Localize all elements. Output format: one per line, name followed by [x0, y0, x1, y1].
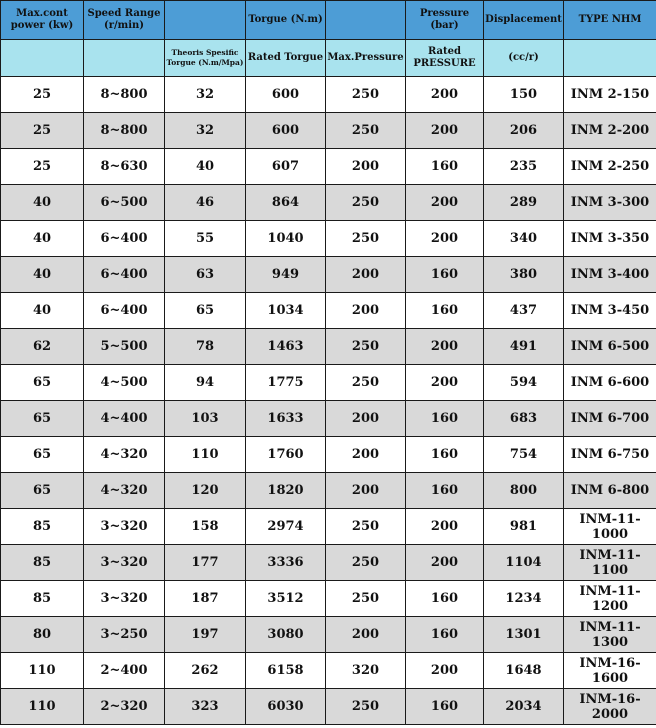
table-cell: 600 — [246, 77, 326, 113]
table-cell: 94 — [165, 365, 246, 401]
table-cell: 160 — [406, 617, 484, 653]
table-cell: 2034 — [484, 689, 564, 725]
table-cell: 200 — [406, 509, 484, 545]
table-cell: 3~250 — [84, 617, 165, 653]
table-cell: 1040 — [246, 221, 326, 257]
table-cell: 3~320 — [84, 545, 165, 581]
table-row — [1, 653, 656, 689]
table-cell: 78 — [165, 329, 246, 365]
table-cell: 85 — [1, 509, 84, 545]
table-cell: 110 — [165, 437, 246, 473]
table-cell: 32 — [165, 113, 246, 149]
table-cell: 250 — [326, 77, 406, 113]
table-cell: 2~320 — [84, 689, 165, 725]
table-row — [1, 221, 656, 257]
table-cell: 200 — [406, 185, 484, 221]
header-cell: Max.cont power (kw) — [1, 1, 84, 40]
table-cell: 2974 — [246, 509, 326, 545]
table-cell: 2~400 — [84, 653, 165, 689]
subheader-cell: Theoris Spesific Torgue (N.m/Mpa) — [165, 40, 246, 77]
table-cell: 200 — [326, 437, 406, 473]
header-cell: Displacement — [484, 1, 564, 40]
table-cell: 103 — [165, 401, 246, 437]
table-row — [1, 545, 656, 581]
table-cell: INM-11-1000 — [564, 509, 656, 545]
table-cell: 65 — [1, 401, 84, 437]
table-cell: 40 — [1, 257, 84, 293]
table-cell: 250 — [326, 581, 406, 617]
table-cell: 981 — [484, 509, 564, 545]
table-cell: 6~400 — [84, 221, 165, 257]
table-cell: 289 — [484, 185, 564, 221]
header-row-primary — [1, 1, 656, 40]
table-cell: 800 — [484, 473, 564, 509]
table-cell: INM 6-600 — [564, 365, 656, 401]
table-cell: 200 — [406, 221, 484, 257]
table-cell: 1775 — [246, 365, 326, 401]
table-cell: 250 — [326, 113, 406, 149]
table-row — [1, 185, 656, 221]
table-cell: 65 — [1, 473, 84, 509]
table-cell: 600 — [246, 113, 326, 149]
table-cell: 65 — [1, 437, 84, 473]
table-cell: 250 — [326, 185, 406, 221]
table-cell: 160 — [406, 293, 484, 329]
table-cell: 4~320 — [84, 437, 165, 473]
table-cell: 1463 — [246, 329, 326, 365]
table-cell: 158 — [165, 509, 246, 545]
table-cell: 6158 — [246, 653, 326, 689]
table-cell: 200 — [326, 149, 406, 185]
table-cell: 262 — [165, 653, 246, 689]
table-cell: 160 — [406, 581, 484, 617]
table-cell: 323 — [165, 689, 246, 725]
table-cell: 683 — [484, 401, 564, 437]
table-cell: 85 — [1, 581, 84, 617]
table-row — [1, 77, 656, 113]
table-cell: 1820 — [246, 473, 326, 509]
table-cell: INM-11-1300 — [564, 617, 656, 653]
table-cell: 4~320 — [84, 473, 165, 509]
table-cell: 607 — [246, 149, 326, 185]
table-cell: 187 — [165, 581, 246, 617]
table-cell: 200 — [326, 401, 406, 437]
table-cell: 160 — [406, 437, 484, 473]
header-cell — [165, 1, 246, 40]
table-cell: 6~500 — [84, 185, 165, 221]
table-cell: 6030 — [246, 689, 326, 725]
table-cell: 250 — [326, 509, 406, 545]
table-row — [1, 149, 656, 185]
subheader-cell: (cc/r) — [484, 40, 564, 77]
table-cell: 46 — [165, 185, 246, 221]
table-row — [1, 401, 656, 437]
table-cell: 3336 — [246, 545, 326, 581]
table-cell: 62 — [1, 329, 84, 365]
table-cell: 200 — [326, 473, 406, 509]
table-cell: INM 3-300 — [564, 185, 656, 221]
table-cell: 63 — [165, 257, 246, 293]
table-cell: INM 2-150 — [564, 77, 656, 113]
table-cell: 65 — [165, 293, 246, 329]
table-row — [1, 257, 656, 293]
header-row-secondary — [1, 40, 656, 77]
table-cell: 1301 — [484, 617, 564, 653]
table-cell: 40 — [165, 149, 246, 185]
table-row — [1, 113, 656, 149]
table-cell: 1633 — [246, 401, 326, 437]
table-cell: 177 — [165, 545, 246, 581]
table-cell: 120 — [165, 473, 246, 509]
table-cell: 250 — [326, 689, 406, 725]
table-cell: INM 3-350 — [564, 221, 656, 257]
table-cell: 206 — [484, 113, 564, 149]
table-row — [1, 293, 656, 329]
table-cell: INM 2-200 — [564, 113, 656, 149]
table-cell: INM-16-2000 — [564, 689, 656, 725]
table-cell: INM-16-1600 — [564, 653, 656, 689]
table-cell: 200 — [406, 329, 484, 365]
table-row — [1, 689, 656, 725]
table-cell: 200 — [406, 653, 484, 689]
table-cell: 160 — [406, 149, 484, 185]
header-cell: Torgue (N.m) — [246, 1, 326, 40]
table-cell: 25 — [1, 77, 84, 113]
table-cell: 3~320 — [84, 509, 165, 545]
table-cell: 320 — [326, 653, 406, 689]
table-cell: 200 — [326, 293, 406, 329]
table-cell: 3~320 — [84, 581, 165, 617]
table-cell: INM 2-250 — [564, 149, 656, 185]
table-row — [1, 437, 656, 473]
table-cell: 3512 — [246, 581, 326, 617]
table-cell: 949 — [246, 257, 326, 293]
table-cell: INM 6-500 — [564, 329, 656, 365]
table-cell: 1034 — [246, 293, 326, 329]
table-cell: 5~500 — [84, 329, 165, 365]
table-cell: INM 6-700 — [564, 401, 656, 437]
table-cell: 160 — [406, 401, 484, 437]
table-cell: 150 — [484, 77, 564, 113]
table-cell: 437 — [484, 293, 564, 329]
table-cell: 380 — [484, 257, 564, 293]
table-cell: 85 — [1, 545, 84, 581]
table-cell: 594 — [484, 365, 564, 401]
table-cell: 4~400 — [84, 401, 165, 437]
table-cell: 250 — [326, 545, 406, 581]
table-row — [1, 473, 656, 509]
table-cell: 55 — [165, 221, 246, 257]
table-cell: 200 — [326, 257, 406, 293]
table-cell: 491 — [484, 329, 564, 365]
table-cell: 65 — [1, 365, 84, 401]
table-cell: 200 — [406, 545, 484, 581]
table-cell: 200 — [326, 617, 406, 653]
table-row — [1, 509, 656, 545]
table-cell: 6~400 — [84, 293, 165, 329]
table-cell: 8~800 — [84, 77, 165, 113]
table-cell: 200 — [406, 113, 484, 149]
table-cell: 110 — [1, 653, 84, 689]
table-row — [1, 617, 656, 653]
table-cell: INM 3-450 — [564, 293, 656, 329]
header-cell: Pressure (bar) — [406, 1, 484, 40]
table-cell: 250 — [326, 221, 406, 257]
table-row — [1, 581, 656, 617]
table-cell: 250 — [326, 329, 406, 365]
table-cell: 80 — [1, 617, 84, 653]
table-cell: 110 — [1, 689, 84, 725]
table-cell: 160 — [406, 689, 484, 725]
table-cell: 200 — [406, 77, 484, 113]
table-cell: 235 — [484, 149, 564, 185]
table-cell: INM 3-400 — [564, 257, 656, 293]
table-cell: INM 6-750 — [564, 437, 656, 473]
table-cell: 3080 — [246, 617, 326, 653]
table-cell: 32 — [165, 77, 246, 113]
table-body — [1, 1, 656, 725]
table-cell: 1104 — [484, 545, 564, 581]
table-cell: 8~800 — [84, 113, 165, 149]
table-cell: 250 — [326, 365, 406, 401]
table-cell: 40 — [1, 293, 84, 329]
table-cell: 25 — [1, 149, 84, 185]
table-cell: 864 — [246, 185, 326, 221]
table-cell: 197 — [165, 617, 246, 653]
table-cell: INM-11-1200 — [564, 581, 656, 617]
table-cell: 40 — [1, 221, 84, 257]
table-cell: 4~500 — [84, 365, 165, 401]
header-cell: TYPE NHM — [564, 1, 656, 40]
subheader-cell: Rated PRESSURE — [406, 40, 484, 77]
table-cell: 40 — [1, 185, 84, 221]
table-cell: 25 — [1, 113, 84, 149]
table-cell: 754 — [484, 437, 564, 473]
header-cell — [326, 1, 406, 40]
table-cell: 1234 — [484, 581, 564, 617]
table-cell: 1648 — [484, 653, 564, 689]
subheader-cell — [1, 40, 84, 77]
header-cell: Speed Range (r/min) — [84, 1, 165, 40]
table-cell: 160 — [406, 257, 484, 293]
table-cell: 1760 — [246, 437, 326, 473]
table-cell: 160 — [406, 473, 484, 509]
subheader-cell: Rated Torgue — [246, 40, 326, 77]
table-cell: 8~630 — [84, 149, 165, 185]
table-cell: 340 — [484, 221, 564, 257]
subheader-cell: Max.Pressure — [326, 40, 406, 77]
table-cell: INM 6-800 — [564, 473, 656, 509]
subheader-cell — [564, 40, 656, 77]
subheader-cell — [84, 40, 165, 77]
table-cell: 6~400 — [84, 257, 165, 293]
table-cell: INM-11-1100 — [564, 545, 656, 581]
table-row — [1, 365, 656, 401]
table-row — [1, 329, 656, 365]
table-cell: 200 — [406, 365, 484, 401]
